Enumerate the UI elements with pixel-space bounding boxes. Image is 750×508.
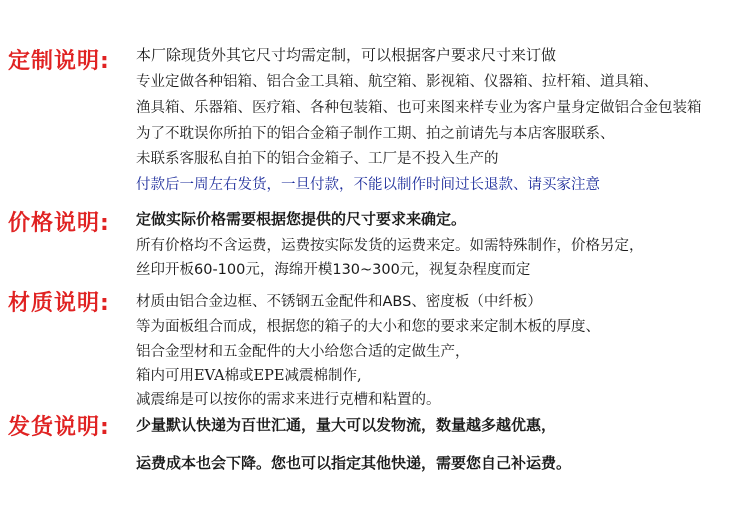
material-heading: 材质说明: [8, 291, 110, 316]
price-line-1: 定做实际价格需要根据您提供的尺寸要求来确定。 [136, 210, 467, 228]
custom-heading: 定制说明: [8, 49, 110, 74]
custom-line-6: 付款后一周左右发货，一旦付款，不能以制作时间过长退款、请买家注意 [136, 177, 600, 193]
material-line-5: 减震绵是可以按你的需求来进行克槽和粘置的。 [136, 392, 441, 408]
shipping-line-1: 少量默认快递为百世汇通，量大可以发物流，数量越多越优惠， [136, 416, 557, 434]
price-heading: 价格说明: [8, 211, 110, 236]
price-line-3: 丝印开板60-100元，海绵开模130~300元，视复杂程度而定 [136, 262, 531, 278]
material-line-2: 等为面板组合而成，根据您的箱子的大小和您的要求来定制木板的厚度、 [136, 319, 600, 335]
price-line-2: 所有价格均不含运费，运费按实际发货的运费来定。如需特殊制作，价格另定， [136, 238, 644, 254]
shipping-heading: 发货说明: [8, 415, 110, 440]
shipping-line-2: 运费成本也会下降。您也可以指定其他快递，需要您自己补运费。 [136, 454, 572, 472]
custom-line-5: 未联系客服私自拍下的铝合金箱子、工厂是不投入生产的 [136, 151, 499, 167]
material-line-4: 箱内可用EVA棉或EPE减震棉制作, [136, 368, 362, 384]
custom-line-4: 为了不耽误你所拍下的铝合金箱子制作工期、拍之前请先与本店客服联系、 [136, 126, 615, 142]
material-line-1: 材质由铝合金边框、不锈钢五金配件和ABS、密度板（中纤板） [136, 294, 542, 310]
material-line-3: 铝合金型材和五金配件的大小给您合适的定做生产， [136, 344, 470, 360]
custom-line-2: 专业定做各种铝箱、铝合金工具箱、航空箱、影视箱、仪器箱、拉杆箱、道具箱、 [136, 74, 658, 90]
custom-line-1: 本厂除现货外其它尺寸均需定制，可以根据客户要求尺寸来订做 [136, 46, 557, 64]
custom-line-3: 渔具箱、乐器箱、医疗箱、各种包装箱、也可来图来样专业为客户量身定做铝合金包装箱 [136, 100, 702, 116]
